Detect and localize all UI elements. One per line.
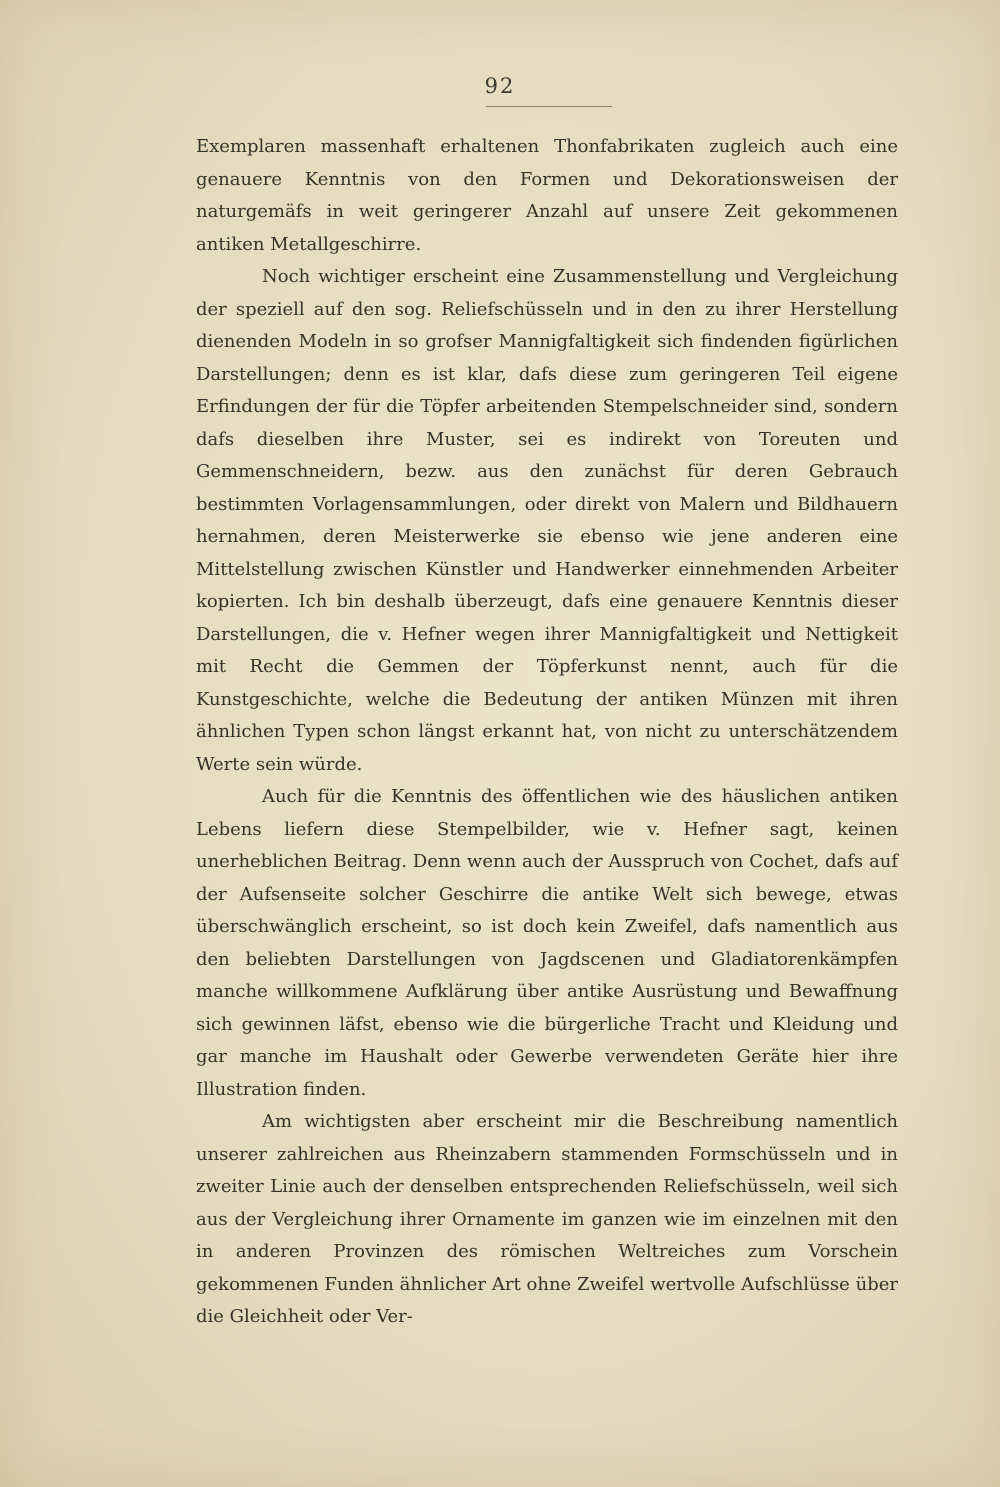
- paragraph: Auch für die Kenntnis des öffentlichen wie des häuslichen antiken Lebens liefern diese Stempelbilder, wie v. Hefner sagt, keinen unerheblichen Beitrag. Denn wenn auch der Ausspruch von Cochet, dafs auf der Aufsenseite solcher Geschirre die antike Welt sich bewege, etwas überschwänglich erscheint, so ist doch kein Zweifel, dafs namentlich aus den beliebten Darstellungen von Jagdscenen und Gladiatorenkämpfen manche willkommene Aufklärung über antike Ausrüstung und Bewaffnung sich gewinnen läfst, ebenso wie die bürgerliche Tracht und Kleidung und gar manche im Haushalt oder Gewerbe verwendeten Geräte hier ihre Illustration finden.: [196, 786, 898, 1100]
- page-number: 92: [484, 74, 516, 98]
- paragraph-continued: Exemplaren massenhaft erhaltenen Thonfabrikaten zugleich auch eine genauere Kenntnis von den Formen und Dekorationsweisen der naturgemäfs in weit geringerer Anzahl auf unsere Zeit gekommenen antiken Metallgeschirre.: [196, 136, 898, 255]
- header-rule: [486, 106, 612, 107]
- body-text: [196, 131, 898, 1334]
- paragraph: Am wichtigsten aber erscheint mir die Beschreibung namentlich unserer zahlreichen aus Rheinzabern stammenden Formschüsseln und in zweiter Linie auch der denselben entsprechenden Reliefschüsseln, weil sich aus der Vergleichung ihrer Ornamente im ganzen wie im einzelnen mit den in anderen Provinzen des römischen Weltreiches zum Vorschein gekommenen Funden ähnlicher Art ohne Zweifel wertvolle Aufschlüsse über die Gleichheit oder Ver-: [196, 1111, 898, 1327]
- paragraph: Noch wichtiger erscheint eine Zusammenstellung und Vergleichung der speziell auf den sog. Reliefschüsseln und in den zu ihrer Herstellung dienenden Modeln in so grofser Mannigfaltigkeit sich findenden figürlichen Darstellungen; denn es ist klar, dafs diese zum geringeren Teil eigene Erfindungen der für die Töpfer arbeitenden Stempelschneider sind, sondern dafs dieselben ihre Muster, sei es indirekt von Toreuten und Gemmenschneidern, bezw. aus den zunächst für deren Gebrauch bestimmten Vorlagensammlungen, oder direkt von Malern und Bildhauern hernahmen, deren Meisterwerke sie ebenso wie jene anderen eine Mittelstellung zwischen Künstler und Handwerker einnehmenden Arbeiter kopierten. Ich bin deshalb überzeugt, dafs eine genauere Kenntnis dieser Darstellungen, die v. Hefner wegen ihrer Mannigfaltigkeit und Nettigkeit mit Recht die Gemmen der Töpferkunst nennt, auch für die Kunstgeschichte, welche die Bedeutung der antiken Münzen mit ihren ähnlichen Typen schon längst erkannt hat, von nicht zu unterschätzendem Werte sein würde.: [196, 266, 898, 775]
